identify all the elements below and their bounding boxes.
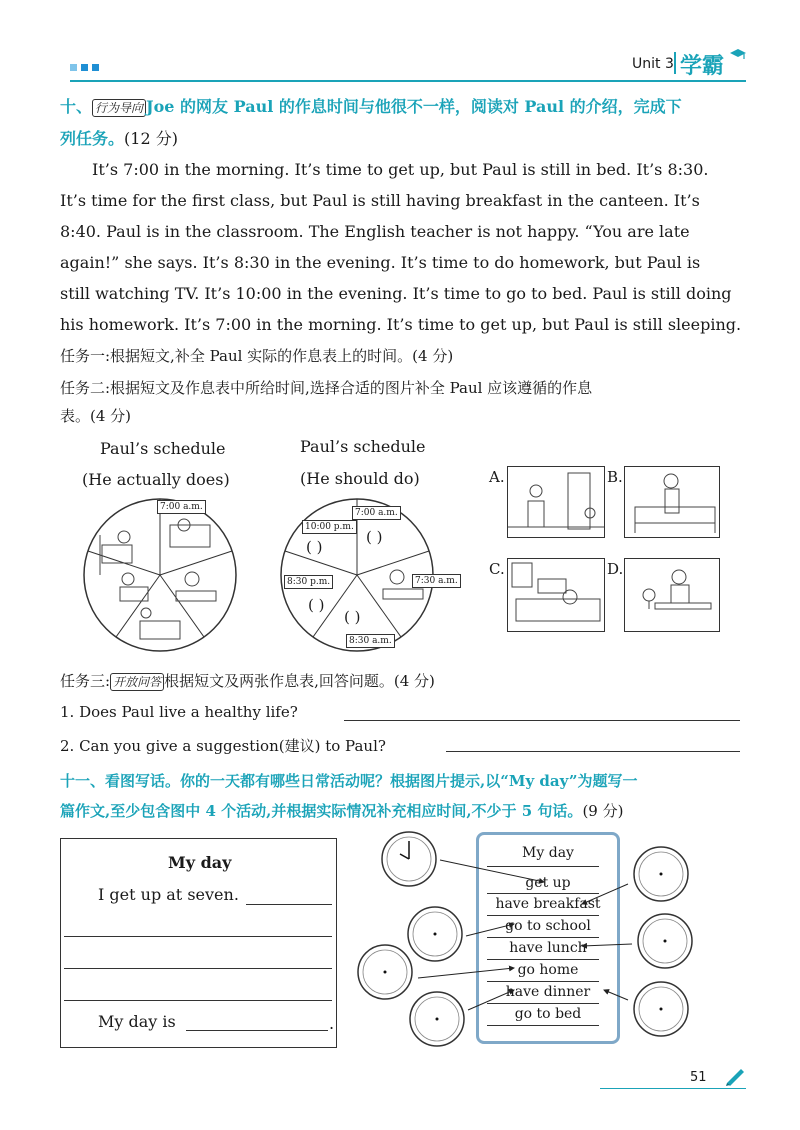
picture-b-scene: [625, 467, 719, 537]
q10-title-line1: Joe 的网友 Paul 的作息时间与他很不一样，阅读对 Paul 的介绍，完成下: [146, 97, 682, 116]
q11-title-line2-wrap: [60, 800, 623, 821]
task2-text-line1: 任务二:根据短文及作息表中所给时间,选择合适的图片补全 Paul 应该遵循的作息: [60, 379, 593, 397]
activity-go-home: go home: [517, 962, 579, 978]
brand-logo: 学霸: [680, 54, 725, 79]
header-decoration: [70, 64, 99, 71]
picture-a-scene: [508, 467, 604, 537]
activity-have-breakfast: have breakfast: [495, 896, 601, 912]
passage-line-5: still watching TV. It’s 10:00 in the evening. It’s time to go to bed. Paul is still doing: [60, 284, 732, 303]
q10-title-line2-wrap: [60, 126, 178, 149]
picture-c-label: C.: [489, 560, 505, 578]
task3-tag: 开放问答: [110, 673, 164, 691]
activity-list-title: My day: [522, 845, 574, 861]
pencil-icon: [724, 1066, 746, 1086]
picture-c: [507, 558, 605, 632]
schedule2-time-3: 7:30 a.m.: [412, 574, 461, 588]
q10-number: 十、: [60, 97, 93, 116]
task3-question-1: 1. Does Paul live a healthy life?: [60, 703, 298, 721]
q10-title: [60, 94, 750, 117]
activity-have-lunch: have lunch: [509, 940, 587, 956]
schedule2-time-1: 7:00 a.m.: [352, 506, 401, 520]
picture-d-label: D.: [607, 560, 624, 578]
passage-line-6: his homework. It’s 7:00 in the morning. It’s time to get up, but Paul is still sleeping.: [60, 315, 742, 334]
writing-box-title: My day: [168, 853, 232, 872]
activity-go-to-school: go to school: [505, 918, 591, 934]
brand-divider: [674, 52, 676, 74]
writing-box-end: .: [329, 1014, 335, 1033]
q11-title-line1: 十一、看图写话。你的一天都有哪些日常活动呢？根据图片提示,以“My day”为题写一: [60, 772, 638, 790]
writing-line-5[interactable]: [186, 1030, 328, 1031]
writing-box-first-line: I get up at seven.: [98, 885, 239, 904]
q11-title-line2: 篇作文,至少包含图中 4 个活动,并根据实际情况补充相应时间,不少于 5 句话。: [60, 802, 583, 820]
task3-answer-1-line[interactable]: [344, 720, 740, 721]
schedule2-blank-4[interactable]: ( ): [344, 608, 361, 626]
picture-a-label: A.: [489, 468, 505, 486]
footer-rule: [600, 1088, 746, 1089]
writing-line-2[interactable]: [64, 936, 332, 937]
graduation-cap-icon: [730, 48, 746, 60]
picture-b: [624, 466, 720, 538]
schedule2-title: Paul’s schedule: [300, 437, 426, 456]
q10-tag: 行为导向: [92, 99, 146, 117]
writing-line-3[interactable]: [64, 968, 332, 969]
passage-line-4: again!” she says. It’s 8:30 in the evening. It’s time to do homework, but Paul is: [60, 253, 701, 272]
picture-d-scene: [625, 559, 719, 631]
task2-text-line2: 表。(4 分): [60, 407, 132, 425]
activity-have-dinner: have dinner: [505, 984, 591, 1000]
schedule2-time-2: 10:00 p.m.: [302, 520, 357, 534]
picture-a: [507, 466, 605, 538]
q11-score: (9 分): [582, 802, 624, 820]
writing-box-last-line: My day is: [98, 1012, 176, 1031]
task3-text: 根据短文及两张作息表,回答问题。(4 分): [164, 672, 435, 690]
activity-arrows: [400, 850, 650, 1030]
schedule1-title: Paul’s schedule: [100, 439, 226, 458]
passage-line-1: It’s 7:00 in the morning. It’s time to get up, but Paul is still in bed. It’s 8:30.: [92, 160, 709, 179]
activity-get-up: get up: [525, 875, 571, 891]
schedule2-time-5: 8:30 a.m.: [346, 634, 395, 648]
picture-b-label: B.: [607, 468, 623, 486]
q10-title-line2: 列任务。: [60, 129, 125, 148]
q10-score: (12 分): [124, 129, 178, 148]
passage-line-2: It’s time for the first class, but Paul is still having breakfast in the canteen. It’s: [60, 191, 700, 210]
writing-line-4[interactable]: [64, 1000, 332, 1001]
schedule1-time-label: 7:00 a.m.: [157, 500, 206, 514]
task3-question-2: 2. Can you give a suggestion(建议) to Paul?: [60, 737, 386, 755]
picture-c-scene: [508, 559, 604, 631]
schedule1-pie: [80, 495, 240, 655]
writing-line-1[interactable]: [246, 904, 332, 905]
task1-text: 任务一:根据短文,补全 Paul 实际的作息表上的时间。(4 分): [60, 347, 454, 365]
schedule1-subtitle: (He actually does): [82, 470, 230, 489]
unit-label: Unit 3: [632, 56, 674, 72]
passage-line-3: 8:40. Paul is in the classroom. The English teacher is not happy. “You are late: [60, 222, 690, 241]
schedule2-blank-3[interactable]: ( ): [308, 596, 325, 614]
task3-label: 任务三:: [60, 672, 111, 690]
task3-answer-2-line[interactable]: [446, 751, 740, 752]
schedule2-time-4: 8:30 p.m.: [284, 575, 333, 589]
page-number: 51: [690, 1070, 707, 1085]
picture-d: [624, 558, 720, 632]
schedule2-blank-1[interactable]: ( ): [306, 538, 323, 556]
activity-go-to-bed: go to bed: [514, 1006, 582, 1022]
task3-line: [60, 670, 435, 691]
schedule2-blank-2[interactable]: ( ): [366, 528, 383, 546]
header-rule: [70, 80, 746, 82]
schedule2-subtitle: (He should do): [300, 469, 420, 488]
